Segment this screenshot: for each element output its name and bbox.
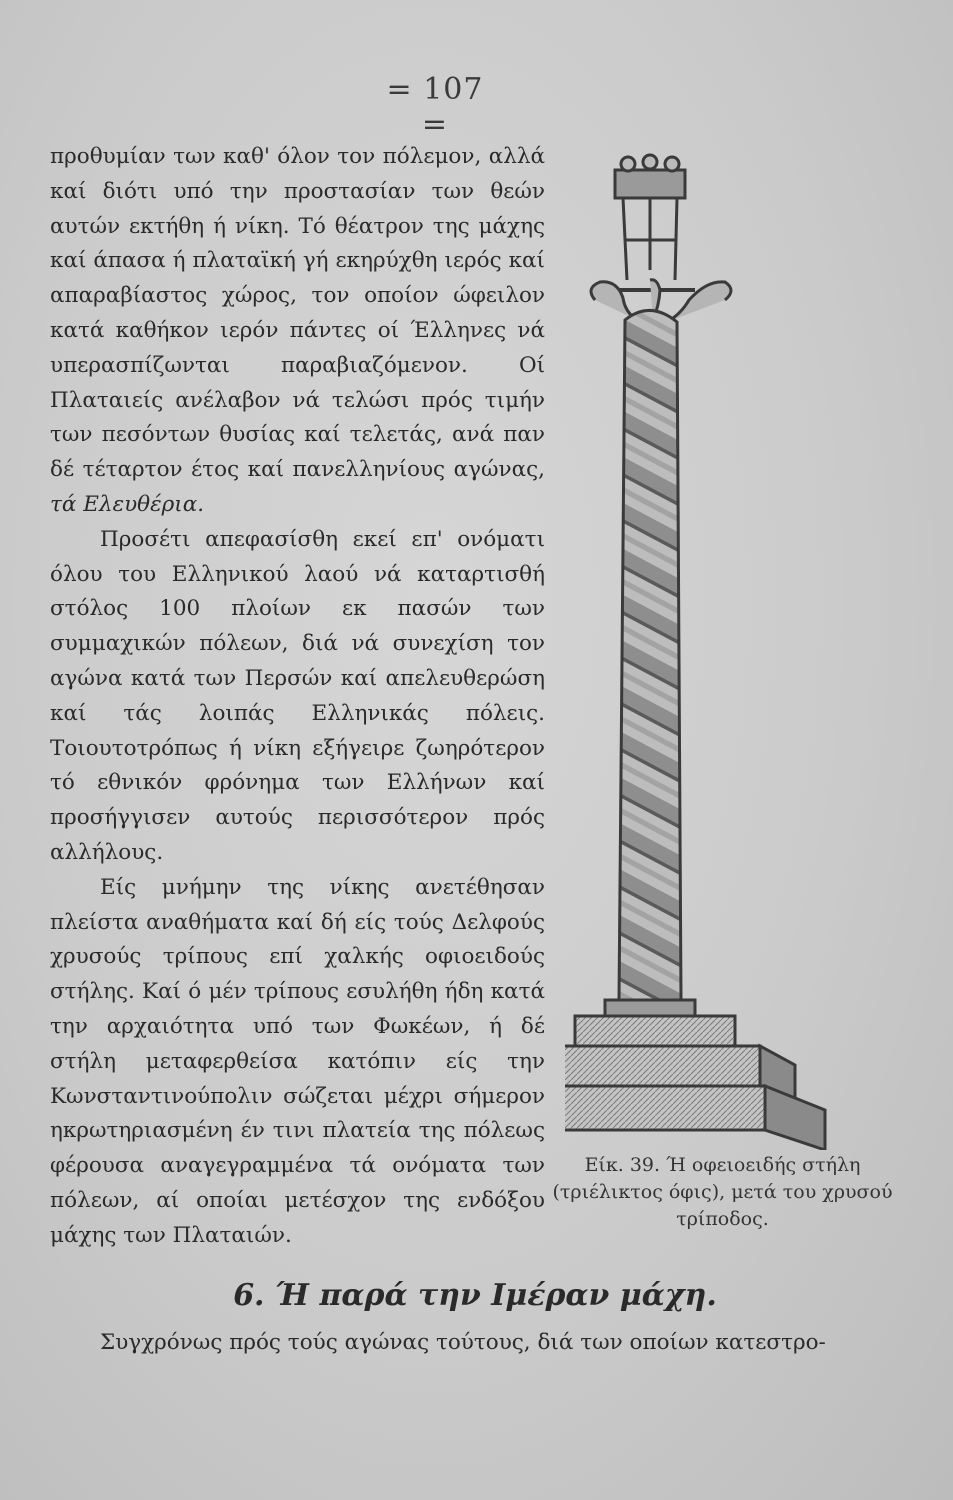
serpent-column-illustration <box>565 150 885 1150</box>
figure-caption: Είκ. 39. Ή οφειοειδής στήλη (τριέλικτος όφις), μετά του χρυσού τρίποδος. <box>552 1154 893 1230</box>
paragraph-2: Προσέτι απεφασίσθη εκεί επ' ονόματι όλου του Ελληνικού λαού νά καταρτισθή στόλος 100 πλοίων εκ πασών των συμμαχικών πόλεων, διά νά συνεχίση τον αγώνα κατά των Περσών καί απελευθερώση καί τάς λοιπάς Ελληνικάς πόλεις. Τοιουτοτρόπως ή νίκη εξήγειρε ζωηρότερον τό εθνικόν φρόνημα των Ελλήνων καί προσήγγισεν αυτούς περισσότερον πρός αλλήλους. <box>50 526 545 865</box>
section-title: 6. Ή παρά την Ιμέραν μάχη. <box>233 1278 717 1313</box>
paragraph-1 <box>50 140 545 523</box>
italic-term: τά Ελευθέρια. <box>50 491 205 517</box>
column-base <box>565 1000 825 1150</box>
twisted-column <box>619 310 681 1000</box>
paragraph-1-text: προθυμίαν των καθ' όλον τον πόλεμον, αλλά καί διότι υπό την προστασίαν των θεών αυτών εκτήθη ή νίκη. Τό θέατρον της μάχης καί άπασα ή πλαταϊκή γή εκηρύχθη ιερός καί απαραβίαστος χώρος, τον οποίον ώφειλον κατά καθήκον ιερόν πάντες οί Έλληνες νά υπερασπίζωνται παραβιαζόμενον. Οί Πλαταιείς ανέλαβον νά τελώσι πρός τιμήν των πεσόντων θυσίας καί τελετάς, ανά παν δέ τέταρτον έτος καί πανελληνίους αγώνας, <box>50 144 545 483</box>
section-first-line: Συγχρόνως πρός τούς αγώνας τούτους, διά των οποίων κατεστρο- <box>100 1330 826 1355</box>
page-number: = 107 = <box>386 72 484 142</box>
serpent-column-figure <box>565 150 885 1150</box>
tripod-crown <box>605 155 695 290</box>
main-text-column <box>50 140 545 1254</box>
paragraph-3: Είς μνήμην της νίκης ανετέθησαν πλείστα αναθήματα καί δή είς τούς Δελφούς χρυσούς τρίπους επί χαλκής οφιοειδούς στήλης. Καί ό μέν τρίπους εσυλήθη ήδη κατά την αρχαιότητα υπό των Φωκέων, ή δέ στήλη μεταφερθείσα κατόπιν είς την Κωνσταντινούπολιν σώζεται μέχρι σήμερον ηκρωτηριασμένη έν τινι πλατεία της πόλεως φέρουσα αναγεγραμμένα τά ονόματα των πόλεων, αί οποίαι μετέσχον της ενδόξου μάχης των Πλαταιών. <box>50 874 545 1248</box>
